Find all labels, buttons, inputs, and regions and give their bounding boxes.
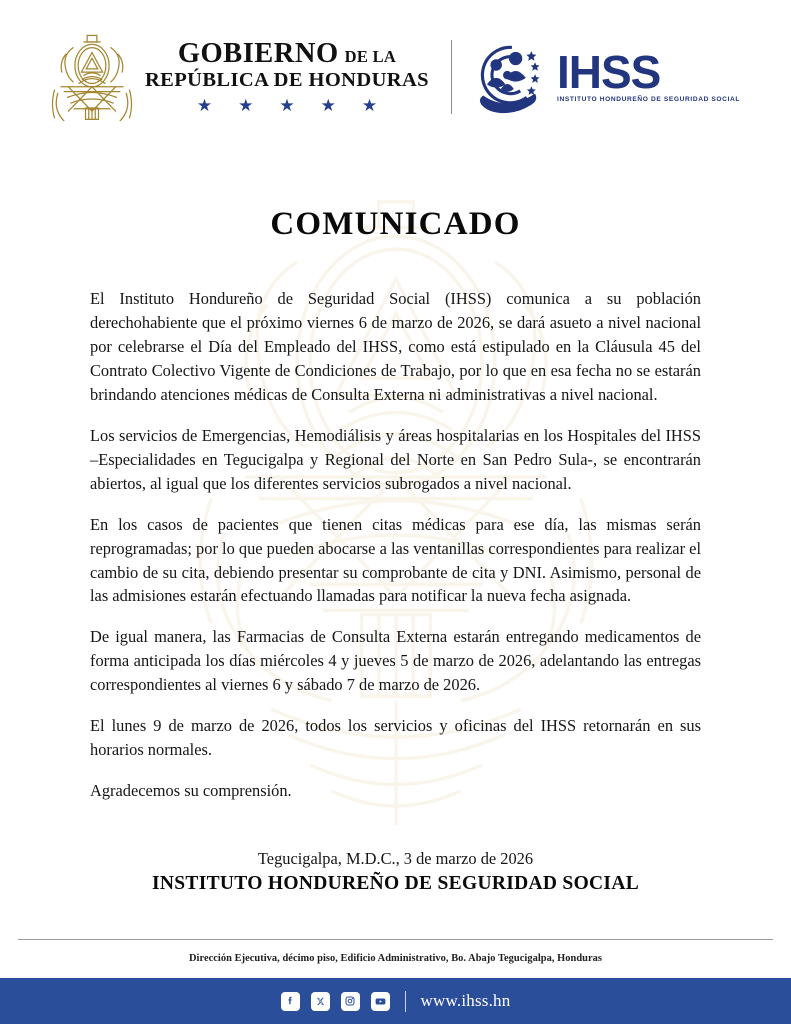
government-logo: [51, 33, 451, 121]
gov-title-republic: REPÚBLICA DE HONDURAS: [144, 69, 429, 92]
paragraph-5: El lunes 9 de marzo de 2026, todos los servicios y oficinas del IHSS retornarán en sus horarios normales.: [90, 716, 701, 760]
ihss-subtitle: INSTITUTO HONDUREÑO DE SEGURIDAD SOCIAL: [557, 95, 741, 103]
signature-block: [90, 848, 701, 897]
youtube-icon[interactable]: [371, 992, 390, 1011]
website-link[interactable]: www.ihss.hn: [420, 991, 511, 1010]
ihss-logo: [452, 40, 740, 114]
x-twitter-icon[interactable]: [311, 992, 330, 1011]
paragraph-4: De igual manera, las Farmacias de Consulta Externa estarán entregando medicamentos de forma anticipada los días miércoles 4 y jueves 5 de marzo de 2026, adelantando las entregas correspondientes al viernes 6 y sábado 7 de marzo de 2026.: [90, 627, 701, 695]
footer-bar-divider: [405, 991, 406, 1012]
star-icon: ★: [361, 96, 378, 116]
social-links: [281, 992, 390, 1011]
facebook-icon[interactable]: [281, 992, 300, 1011]
ihss-acronym: IHSS: [557, 46, 661, 99]
gov-title-suffix: DE LA: [344, 46, 397, 66]
page-header: [0, 0, 791, 146]
government-wordmark: [144, 37, 429, 116]
star-icon: ★: [279, 96, 295, 116]
page-footer: [0, 939, 791, 1024]
signature-organization: INSTITUTO HONDUREÑO DE SEGURIDAD SOCIAL: [151, 873, 640, 895]
paragraph-1: El Instituto Hondureño de Seguridad Social (IHSS) comunica a su población derechohabiente que el próximo viernes 6 de marzo de 2026, se dará asueto a nivel nacional por celebrarse el Día del Empleado del IHSS, como está estipulado en la Cláusula 45 del Contrato Colectivo Vigente de Condiciones de Trabajo, por lo que en esa fecha no se estarán brindando atenciones médicas de Consulta Externa ni administrativas a nivel nacional.: [90, 289, 701, 404]
document-body: [0, 146, 791, 939]
star-icon: ★: [196, 96, 213, 116]
gov-title-main: GOBIERNO: [177, 37, 339, 69]
star-icon: ★: [320, 96, 336, 116]
signature-place-date: Tegucigalpa, M.D.C., 3 de marzo de 2026: [257, 849, 534, 869]
footer-bar: [0, 978, 791, 1024]
paragraph-6: Agradecemos su comprensión.: [90, 781, 292, 801]
instagram-icon[interactable]: [341, 992, 360, 1011]
page-title: COMUNICADO: [270, 206, 521, 242]
paragraph-3: En los casos de pacientes que tienen citas médicas para ese día, las mismas serán reprogramadas; por lo que pueden abocarse a las ventanillas correspondientes para realizar el cambio de su cita, debiendo presentar su comprobante de cita y DNI. Asimismo, personal de las admisiones estarán efectuando llamadas para notificar la nueva fecha asignada.: [90, 514, 701, 606]
footer-address: Dirección Ejecutiva, décimo piso, Edificio Administrativo, Bo. Abajo Tegucigalpa, Honduras: [188, 953, 603, 964]
star-icon: ★: [238, 96, 254, 116]
ihss-emblem-icon: [474, 40, 548, 114]
paragraph-2: Los servicios de Emergencias, Hemodiálisis y áreas hospitalarias en los Hospitales del IHSS –Especialidades en Tegucigalpa y Regional del Norte en San Pedro Sula-, se encontrarán abiertos, al igual que los diferentes servicios subrogados a nivel nacional.: [90, 425, 701, 493]
five-stars-decoration: [197, 97, 377, 114]
honduras-coat-of-arms-icon: [51, 33, 133, 121]
